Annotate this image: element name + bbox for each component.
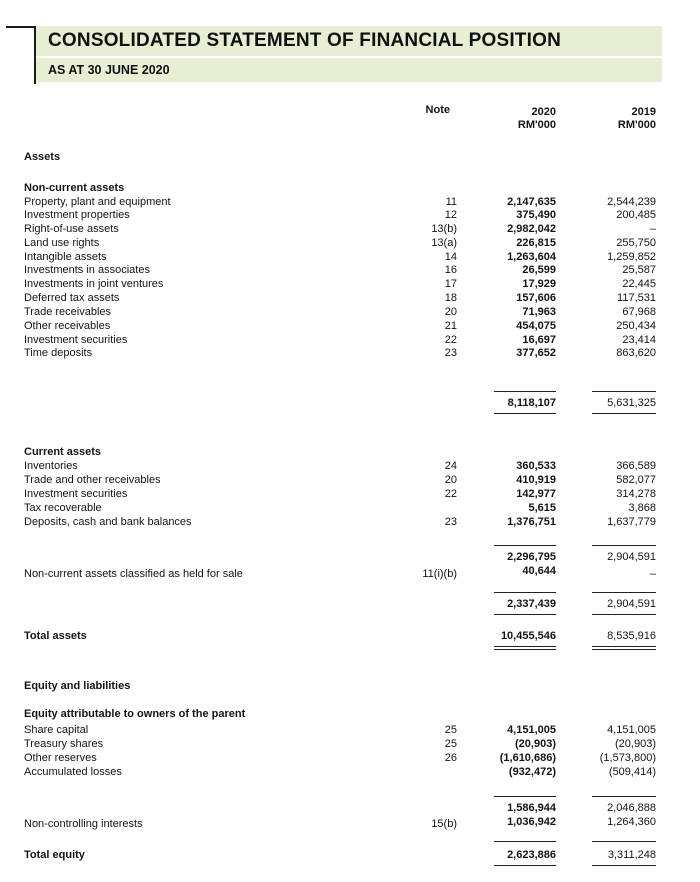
total-equity-underline-2020 (494, 865, 556, 866)
column-header-2020-year: 2020 (531, 106, 556, 118)
total-equity-2019: 3,311,248 (607, 849, 656, 861)
subtotal-underline-2019 (592, 413, 656, 414)
row-label: Time deposits (24, 347, 93, 359)
row-value-2019: 255,750 (616, 237, 656, 249)
held-for-sale-2020: 40,644 (522, 565, 556, 577)
section-heading-equity-parent: Equity attributable to owners of the parent (24, 708, 246, 720)
row-value-2019: 582,077 (616, 474, 656, 486)
row-value-2019: 2,544,239 (607, 196, 656, 208)
row-note: 12 (444, 209, 457, 221)
row-value-2020: 17,929 (522, 278, 556, 290)
row-value-2020: 5,615 (528, 502, 556, 514)
row-label: Trade and other receivables (24, 474, 161, 486)
column-header-note: Note (425, 104, 450, 116)
section-heading-non-current-assets: Non-current assets (24, 182, 125, 194)
row-value-2019: – (649, 223, 656, 235)
non-current-total-2019: 5,631,325 (607, 397, 656, 409)
row-label: Other receivables (24, 320, 111, 332)
row-label: Investment securities (24, 334, 128, 346)
row-label: Inventories (24, 460, 78, 472)
row-label: Trade receivables (24, 306, 112, 318)
row-note: 14 (444, 251, 457, 263)
row-value-2020: 4,151,005 (507, 724, 556, 736)
equity-rule-2020 (494, 796, 556, 797)
row-value-2019: 314,278 (616, 488, 656, 500)
row-value-2020: 2,982,042 (507, 223, 556, 235)
row-note: 21 (444, 320, 457, 332)
row-value-2019: 25,587 (622, 264, 656, 276)
row-value-2020: 71,963 (522, 306, 556, 318)
row-label: Deferred tax assets (24, 292, 120, 304)
held-for-sale-note: 11(i)(b) (422, 568, 457, 580)
total-assets-double-underline-2019 (592, 649, 656, 650)
row-note: 18 (444, 292, 457, 304)
row-value-2019: 250,434 (616, 320, 656, 332)
row-label: Treasury shares (24, 738, 104, 750)
row-value-2020: (932,472) (508, 766, 556, 778)
total-equity-underline-2019 (592, 865, 656, 866)
row-value-2019: (1,573,800) (599, 752, 656, 764)
row-value-2020: 16,697 (522, 334, 556, 346)
row-value-2019: (20,903) (615, 738, 656, 750)
row-note: 16 (444, 264, 457, 276)
current-total-2019: 2,904,591 (607, 598, 656, 610)
row-note: 17 (444, 278, 457, 290)
row-label: Right-of-use assets (24, 223, 119, 235)
row-note: 25 (444, 738, 457, 750)
subtotal-rule-2019 (592, 391, 656, 392)
held-for-sale-2019: – (649, 568, 656, 580)
row-note: 13(b) (431, 223, 457, 235)
row-label: Investments in associates (24, 264, 150, 276)
column-header-2019-unit: RM'000 (617, 119, 656, 131)
section-heading-equity-and-liabilities: Equity and liabilities (24, 680, 131, 692)
row-value-2019: 1,637,779 (607, 516, 656, 528)
row-value-2020: 377,652 (516, 347, 556, 359)
non-current-total-2020: 8,118,107 (507, 397, 556, 409)
column-header-2020-unit: RM'000 (517, 119, 556, 131)
non-controlling-2019: 1,264,360 (607, 816, 656, 828)
page-subtitle: AS AT 30 JUNE 2020 (48, 63, 170, 77)
total-assets-2019: 8,535,916 (607, 630, 656, 642)
row-label: Intangible assets (24, 251, 107, 263)
section-heading-assets: Assets (24, 151, 61, 163)
current-subtotal-2019: 2,904,591 (607, 551, 656, 563)
current-total-rule-2020 (494, 592, 556, 593)
total-equity-rule-2019 (592, 841, 656, 842)
equity-subtotal-2020: 1,586,944 (507, 802, 556, 814)
section-heading-current-assets: Current assets (24, 446, 102, 458)
row-label: Investment securities (24, 488, 128, 500)
row-value-2019: 863,620 (616, 347, 656, 359)
row-value-2020: 1,263,604 (507, 251, 556, 263)
non-controlling-2020: 1,036,942 (507, 816, 556, 828)
current-subtotal-2020: 2,296,795 (507, 551, 556, 563)
row-note: 20 (444, 306, 457, 318)
row-value-2019: (509,414) (608, 766, 656, 778)
subtotal-underline-2020 (494, 413, 556, 414)
page-title: CONSOLIDATED STATEMENT OF FINANCIAL POSITION (48, 30, 561, 51)
row-label: Tax recoverable (24, 502, 102, 514)
row-value-2020: 142,977 (516, 488, 556, 500)
row-value-2019: 23,414 (622, 334, 656, 346)
row-value-2020: (20,903) (515, 738, 556, 750)
total-assets-2020: 10,455,546 (500, 630, 556, 642)
total-assets-label: Total assets (24, 630, 87, 642)
row-label: Investment properties (24, 209, 130, 221)
total-assets-underline-2019 (592, 646, 656, 647)
column-header-2019-year: 2019 (631, 106, 656, 118)
row-label: Accumulated losses (24, 766, 122, 778)
row-value-2020: 454,075 (516, 320, 556, 332)
current-rule-2020 (494, 545, 556, 546)
row-value-2019: 4,151,005 (607, 724, 656, 736)
row-value-2020: 226,815 (516, 237, 556, 249)
row-note: 25 (444, 724, 457, 736)
current-rule-2019 (592, 545, 656, 546)
row-value-2019: 1,259,852 (607, 251, 656, 263)
total-assets-underline-2020 (494, 646, 556, 647)
equity-subtotal-2019: 2,046,888 (607, 802, 656, 814)
row-value-2020: 1,376,751 (507, 516, 556, 528)
current-total-rule-2019 (592, 592, 656, 593)
row-value-2020: 2,147,635 (507, 196, 556, 208)
row-label: Share capital (24, 724, 89, 736)
row-value-2020: 157,606 (516, 292, 556, 304)
row-value-2019: 67,968 (622, 306, 656, 318)
row-value-2019: 200,485 (616, 209, 656, 221)
row-label: Land use rights (24, 237, 100, 249)
subtotal-rule-2020 (494, 391, 556, 392)
row-note: 20 (444, 474, 457, 486)
row-note: 13(a) (431, 237, 457, 249)
non-controlling-label: Non-controlling interests (24, 818, 143, 830)
row-value-2019: 117,531 (617, 292, 656, 304)
total-equity-2020: 2,623,886 (507, 849, 556, 861)
title-bracket-top (6, 26, 36, 28)
row-note: 23 (444, 516, 457, 528)
row-value-2020: 360,533 (516, 460, 556, 472)
current-total-underline-2019 (592, 614, 656, 615)
row-label: Deposits, cash and bank balances (24, 516, 192, 528)
row-note: 24 (444, 460, 457, 472)
held-for-sale-label: Non-current assets classified as held for sale (24, 568, 243, 580)
row-note: 23 (444, 347, 457, 359)
row-note: 22 (444, 488, 457, 500)
row-note: 26 (444, 752, 457, 764)
row-value-2020: (1,610,686) (499, 752, 556, 764)
total-equity-label: Total equity (24, 849, 85, 861)
row-note: 11 (445, 196, 457, 208)
current-total-underline-2020 (494, 614, 556, 615)
row-value-2019: 3,868 (628, 502, 656, 514)
equity-rule-2019 (592, 796, 656, 797)
row-label: Other reserves (24, 752, 97, 764)
current-total-2020: 2,337,439 (507, 598, 556, 610)
row-value-2020: 375,490 (516, 209, 556, 221)
non-controlling-note: 15(b) (431, 818, 457, 830)
row-value-2020: 410,919 (516, 474, 556, 486)
row-label: Property, plant and equipment (24, 196, 171, 208)
row-note: 22 (444, 334, 457, 346)
row-label: Investments in joint ventures (24, 278, 164, 290)
total-equity-rule-2020 (494, 841, 556, 842)
row-value-2020: 26,599 (522, 264, 556, 276)
row-value-2019: 366,589 (616, 460, 656, 472)
total-assets-double-underline-2020 (494, 649, 556, 650)
row-value-2019: 22,445 (622, 278, 656, 290)
